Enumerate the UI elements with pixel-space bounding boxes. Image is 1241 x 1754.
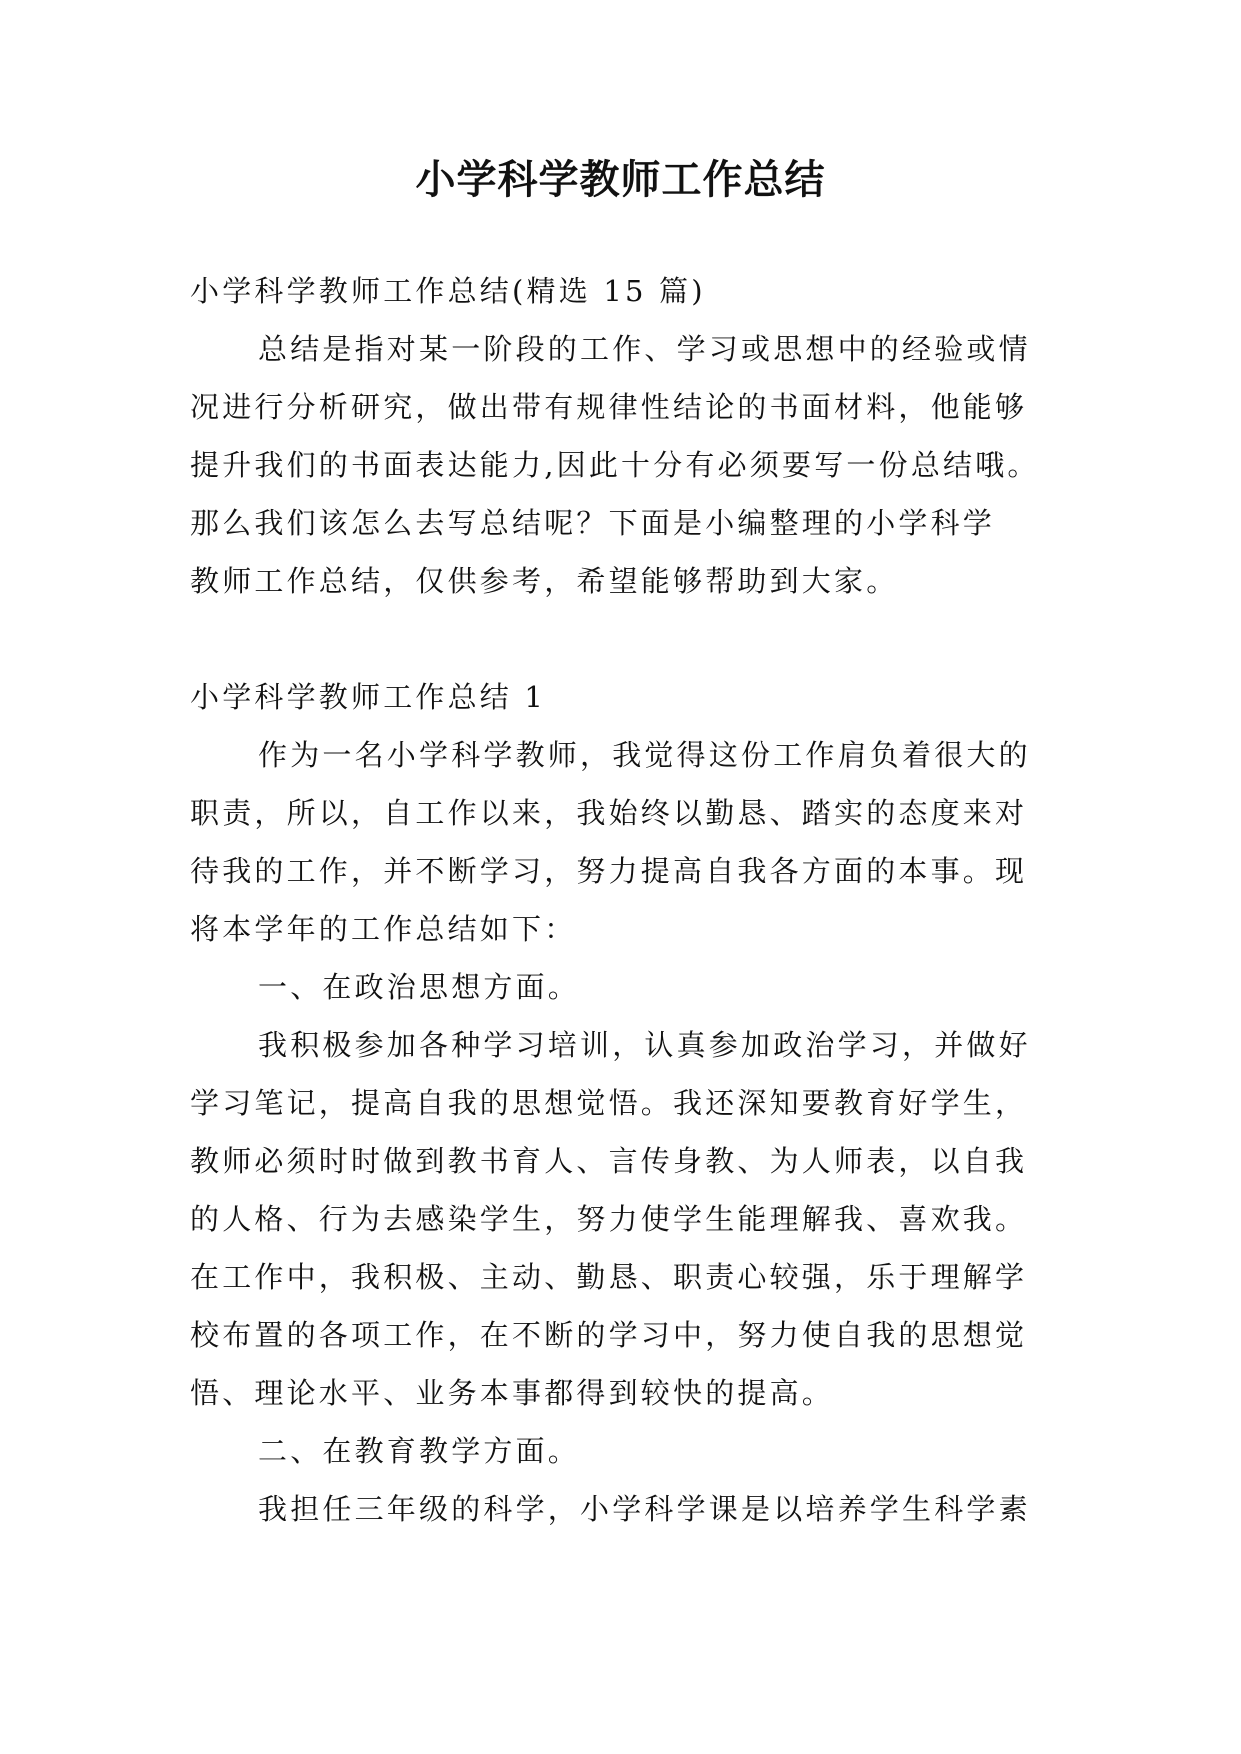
paragraph-line: 在工作中，我积极、主动、勤恳、职责心较强，乐于理解学	[190, 1260, 1028, 1294]
paragraph-line: 提升我们的书面表达能力,因此十分有必须要写一份总结哦。	[190, 448, 1040, 482]
section1-paragraph	[190, 726, 1070, 958]
document-subtitle: 小学科学教师工作总结(精选 15 篇)	[190, 274, 706, 308]
paragraph-line: 总结是指对某一阶段的工作、学习或思想中的经验或情	[258, 332, 1031, 366]
paragraph-line: 那么我们该怎么去写总结呢？下面是小编整理的小学科学	[190, 506, 996, 540]
paragraph-line: 职责，所以，自工作以来，我始终以勤恳、踏实的态度来对	[190, 796, 1028, 830]
document-title: 小学科学教师工作总结	[415, 156, 826, 203]
paragraph-line: 将本学年的工作总结如下：	[190, 912, 577, 946]
point1-paragraph	[190, 1016, 1070, 1422]
paragraph-line: 教师必须时时做到教书育人、言传身教、为人师表，以自我	[190, 1144, 1028, 1178]
paragraph-line: 作为一名小学科学教师，我觉得这份工作肩负着很大的	[258, 738, 1031, 772]
paragraph-line: 悟、理论水平、业务本事都得到较快的提高。	[190, 1376, 835, 1410]
paragraph-line: 待我的工作，并不断学习，努力提高自我各方面的本事。现	[190, 854, 1028, 888]
paragraph-line: 况进行分析研究，做出带有规律性结论的书面材料，他能够	[190, 390, 1028, 424]
point2-paragraph	[190, 1480, 1070, 1538]
section-heading: 小学科学教师工作总结 1	[190, 680, 547, 714]
paragraph-line: 我积极参加各种学习培训，认真参加政治学习，并做好	[258, 1028, 1031, 1062]
document-body	[190, 262, 1070, 1538]
paragraph-line: 学习笔记，提高自我的思想觉悟。我还深知要教育好学生，	[190, 1086, 1028, 1120]
intro-paragraph	[190, 320, 1070, 610]
paragraph-line: 我担任三年级的科学，小学科学课是以培养学生科学素	[258, 1492, 1031, 1526]
paragraph-line: 教师工作总结，仅供参考，希望能够帮助到大家。	[190, 564, 899, 598]
point-heading-politics: 一、在政治思想方面。	[258, 970, 581, 1004]
blank-line	[190, 610, 1070, 668]
point-heading-teaching: 二、在教育教学方面。	[258, 1434, 581, 1468]
paragraph-line: 校布置的各项工作，在不断的学习中，努力使自我的思想觉	[190, 1318, 1028, 1352]
paragraph-line: 的人格、行为去感染学生，努力使学生能理解我、喜欢我。	[190, 1202, 1028, 1236]
